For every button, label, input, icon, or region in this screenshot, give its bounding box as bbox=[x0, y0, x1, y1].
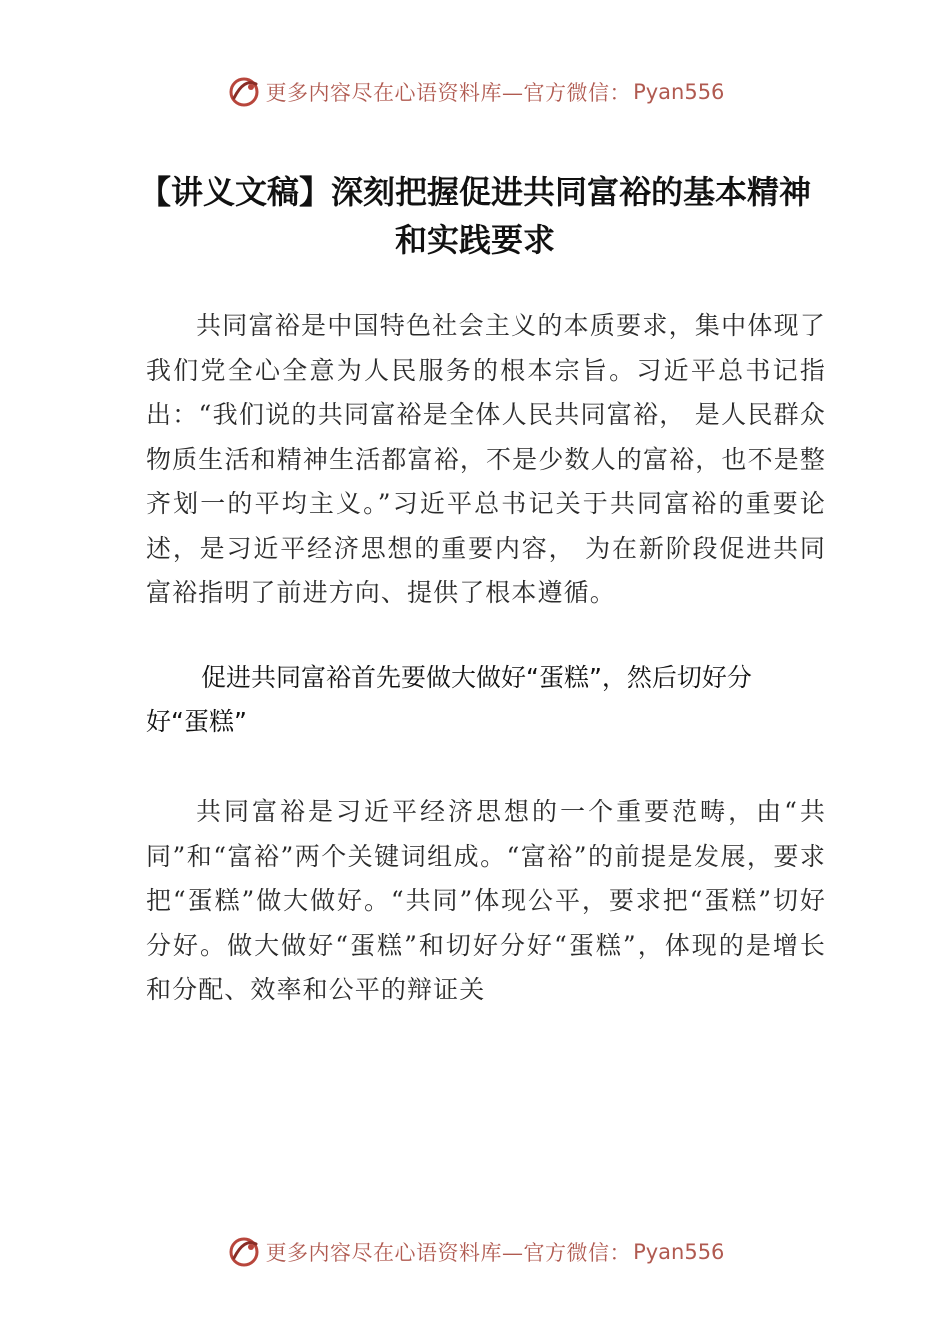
paragraph-2: 共同富裕是习近平经济思想的一个重要范畴，由“共同”和“富裕”两个关键词组成。“富裕”的前提是发展，要求把“蛋糕”做大做好。“共同”体现公平，要求把“蛋糕”切好分好。做大做好“蛋糕”和切好分好“蛋糕”，体现的是增长和分配、效率和公平的辩证关 bbox=[146, 797, 826, 1004]
header-banner bbox=[0, 70, 950, 114]
paragraph-1: 共同富裕是中国特色社会主义的本质要求，集中体现了我们党全心全意为人民服务的根本宗旨。习近平总书记指出：“我们说的共同富裕是全体人民共同富裕， 是人民群众物质生活和精神生活都富裕，不是少数人的富裕，也不是整齐划一的平均主义。”习近平总书记关于共同富裕的重要论述，是习近平经济思想的重要内容， 为在新阶段促进共同富裕指明了前进方向、提供了根本遵循。 bbox=[146, 311, 826, 607]
footer-banner bbox=[0, 1230, 950, 1274]
logo-icon bbox=[226, 74, 262, 110]
logo-icon bbox=[226, 1234, 262, 1270]
header-wechat-id: Pyan556 bbox=[633, 80, 725, 104]
footer-banner-text: 更多内容尽在心语资料库—官方微信： bbox=[265, 1241, 632, 1265]
section-heading: 促进共同富裕首先要做大做好“蛋糕”，然后切好分好“蛋糕” bbox=[146, 663, 752, 736]
document-title: 【讲义文稿】深刻把握促进共同富裕的基本精神和实践要求 bbox=[138, 173, 811, 259]
footer-wechat-id: Pyan556 bbox=[633, 1240, 725, 1264]
header-banner-text: 更多内容尽在心语资料库—官方微信： bbox=[265, 81, 632, 105]
